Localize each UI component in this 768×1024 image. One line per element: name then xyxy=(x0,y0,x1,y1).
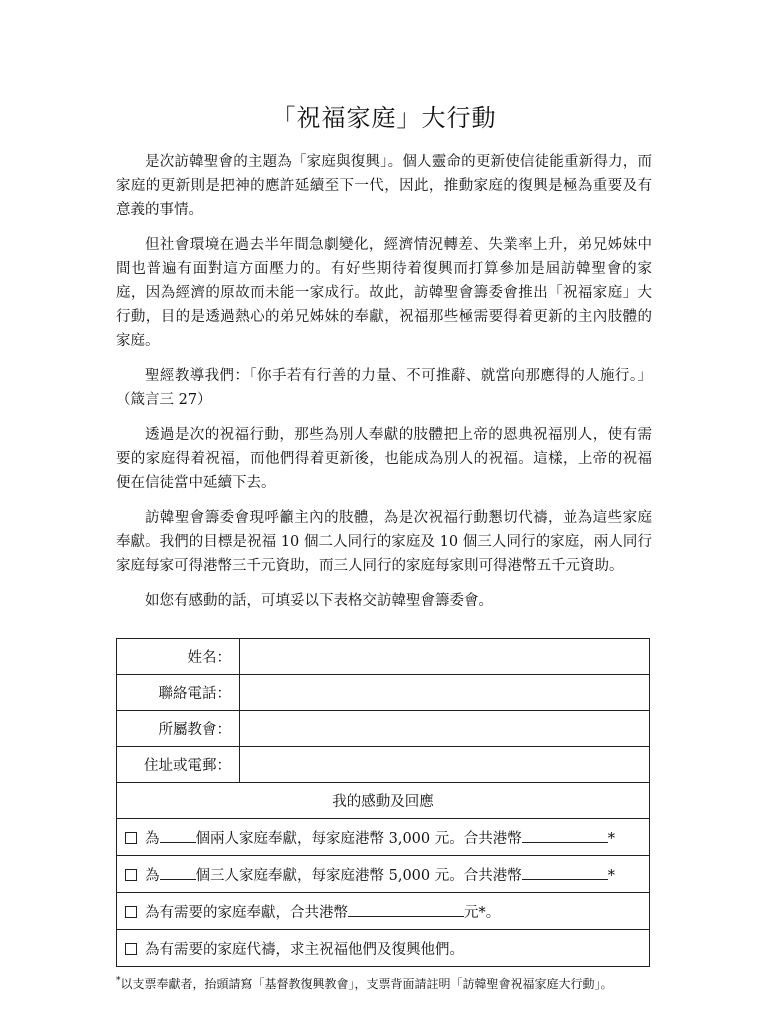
form-row-church xyxy=(117,711,650,747)
two-person-asterisk: * xyxy=(607,830,615,847)
form-row-option-two-person xyxy=(117,819,650,856)
three-person-count-blank[interactable] xyxy=(160,867,196,880)
form-row-option-prayer xyxy=(117,930,650,967)
option-general-donation xyxy=(117,893,650,930)
paragraph-appeal: 訪韓聖會籌委會現呼籲主內的肢體，為是次祝福行動懇切代禱，並為這些家庭奉獻。我們的目標是祝福 10 個二人同行的家庭及 10 個三人同行的家庭，兩人同行家庭每家可得港幣三千元資助，而三人同行的家庭每家則可得港幣五千元資助。 xyxy=(116,510,652,574)
option-prayer xyxy=(117,930,650,967)
three-person-text: 個三人家庭奉獻，每家庭港幣 5,000 元。合共港幣 xyxy=(195,867,522,884)
page-title: 「祝福家庭」大行動 xyxy=(271,104,497,132)
two-person-prefix: 為 xyxy=(145,830,160,847)
phone-field[interactable] xyxy=(240,675,650,711)
general-donation-text: 為有需要的家庭奉獻，合共港幣 xyxy=(145,904,348,921)
prayer-checkbox[interactable] xyxy=(125,943,137,955)
address-label: 住址或電郵： xyxy=(117,747,240,783)
response-form xyxy=(116,638,650,967)
general-donation-suffix: 元*。 xyxy=(464,904,501,921)
paragraph-economy: 但社會環境在過去半年間急劇變化，經濟情況轉差、失業率上升，弟兄姊妹中間也普遍有面對這方面壓力的。有好些期待着復興而打算參加是屆訪韓聖會的家庭，因為經濟的原故而未能一家成行。故此，訪韓聖會籌委會推出「祝福家庭」大行動，目的是透過熱心的弟兄姊妹的奉獻，祝福那些極需要得着更新的主內肢體的家庭。 xyxy=(116,237,652,349)
paragraph-instruction: 如您有感動的話，可填妥以下表格交訪韓聖會籌委會。 xyxy=(145,593,493,609)
three-person-asterisk: * xyxy=(607,867,615,884)
three-person-prefix: 為 xyxy=(145,867,160,884)
two-person-count-blank[interactable] xyxy=(160,830,196,843)
church-field[interactable] xyxy=(240,711,650,747)
general-donation-checkbox[interactable] xyxy=(125,906,137,918)
two-person-checkbox[interactable] xyxy=(125,832,137,844)
section-header: 我的感動及回應 xyxy=(117,783,650,819)
form-row-phone xyxy=(117,675,650,711)
two-person-amount-blank[interactable] xyxy=(522,830,608,843)
option-three-person xyxy=(117,856,650,893)
address-field[interactable] xyxy=(240,747,650,783)
footnote xyxy=(116,972,676,993)
three-person-amount-blank[interactable] xyxy=(522,867,608,880)
form-row-section-header xyxy=(117,783,650,819)
name-label: 姓名： xyxy=(117,639,240,675)
form-row-name xyxy=(117,639,650,675)
paragraph-blessing: 透過是次的祝福行動，那些為別人奉獻的肢體把上帝的恩典祝福別人，使有需要的家庭得着祝福，而他們得着更新後，也能成為別人的祝福。這樣，上帝的祝福便在信徒當中延續下去。 xyxy=(116,427,652,491)
form-row-option-general xyxy=(117,893,650,930)
church-label: 所屬教會： xyxy=(117,711,240,747)
paragraph-theme: 是次訪韓聖會的主題為「家庭與復興」。個人靈命的更新使信徒能重新得力，而家庭的更新則是把神的應許延續至下一代，因此，推動家庭的復興是極為重要及有意義的事情。 xyxy=(116,154,652,218)
two-person-text: 個兩人家庭奉獻，每家庭港幣 3,000 元。合共港幣 xyxy=(195,830,522,847)
form-row-option-three-person xyxy=(117,856,650,893)
three-person-checkbox[interactable] xyxy=(125,869,137,881)
general-donation-amount-blank[interactable] xyxy=(348,904,464,917)
name-field[interactable] xyxy=(240,639,650,675)
footnote-mark: * xyxy=(116,976,121,986)
phone-label: 聯絡電話： xyxy=(117,675,240,711)
body-text xyxy=(116,150,652,624)
footnote-text: 以支票奉獻者，抬頭請寫「基督教復興教會」，支票背面請註明「訪韓聖會祝福家庭大行動」。 xyxy=(120,977,613,991)
prayer-text: 為有需要的家庭代禱，求主祝福他們及復興他們。 xyxy=(145,941,464,958)
form-row-address xyxy=(117,747,650,783)
paragraph-scripture: 聖經教導我們：「你手若有行善的力量、不可推辭、就當向那應得的人施行。」（箴言三 27） xyxy=(116,368,652,408)
option-two-person xyxy=(117,819,650,856)
